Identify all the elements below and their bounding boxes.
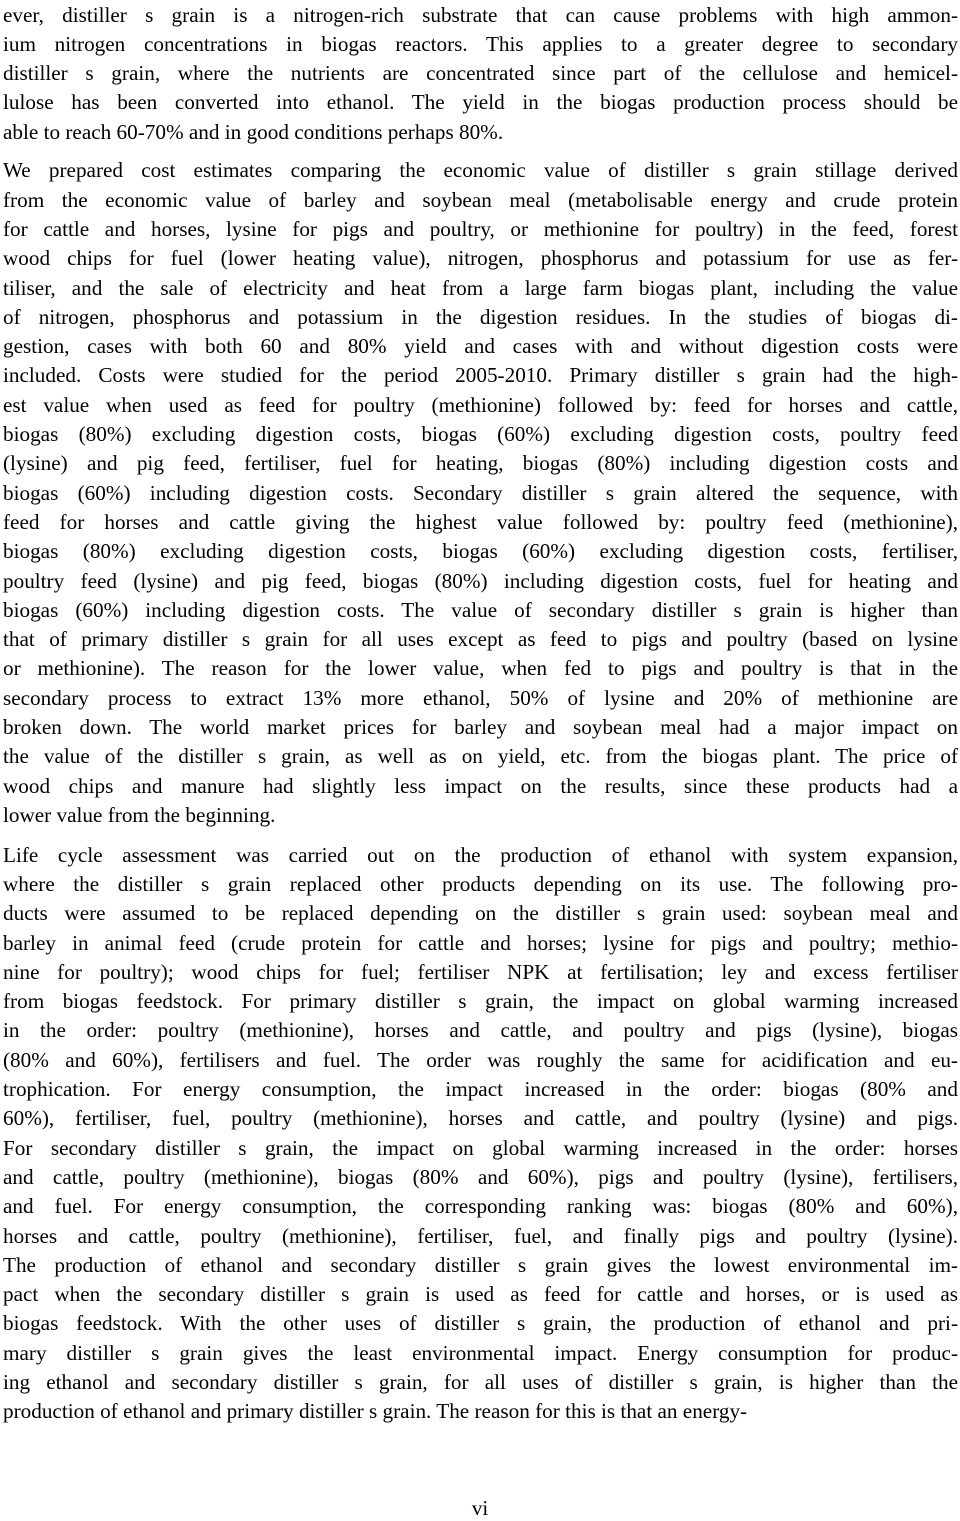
text-line: tiliser, and the sale of electricity and heat from a large farm biogas plant, including the value [3,275,958,300]
text-line: feed for horses and cattle giving the highest value followed by: poultry feed (methionine), [3,509,958,534]
text-line: of nitrogen, phosphorus and potassium in the digestion residues. In the studies of biogas di- [3,304,958,329]
text-line: included. Costs were studied for the period 2005-2010. Primary distiller s grain had the high- [3,363,958,388]
text-line: wood chips and manure had slightly less impact on the results, since these products had a [3,773,958,798]
text-line: horses and cattle, poultry (methionine), fertiliser, fuel, and finally pigs and poultry (lysine). [3,1223,958,1248]
text-line: We prepared cost estimates comparing the economic value of distiller s grain stillage derived [3,158,958,183]
text-line: that of primary distiller s grain for all uses except as feed to pigs and poultry (based on lysine [3,627,958,652]
text-line: poultry feed (lysine) and pig feed, biogas (80%) including digestion costs, fuel for heating and [3,568,958,593]
text-line: biogas (60%) including digestion costs. The value of secondary distiller s grain is higher than [3,597,958,622]
text-line: from the economic value of barley and soybean meal (metabolisable energy and crude protein [3,187,958,212]
text-line: (80% and 60%), fertilisers and fuel. The order was roughly the same for acidification and eu- [3,1047,958,1072]
text-line: pact when the secondary distiller s grain is used as feed for cattle and horses, or is used as [3,1282,958,1307]
text-line: lower value from the beginning. [3,802,276,827]
text-line: mary distiller s grain gives the least environmental impact. Energy consumption for produc- [3,1340,958,1365]
text-line: biogas feedstock. With the other uses of distiller s grain, the production of ethanol and pri- [3,1311,958,1336]
text-line: biogas (60%) including digestion costs. Secondary distiller s grain altered the sequence, with [3,480,958,505]
text-line: and cattle, poultry (methionine), biogas (80% and 60%), pigs and poultry (lysine), fertilisers, [3,1164,958,1189]
text-line: from biogas feedstock. For primary distiller s grain, the impact on global warming increased [3,989,958,1014]
text-line: wood chips for fuel (lower heating value), nitrogen, phosphorus and potassium for use as fer- [3,246,958,271]
text-line: biogas (80%) excluding digestion costs, biogas (60%) excluding digestion costs, fertiliser, [3,539,958,564]
page-number: vi [471,1496,489,1520]
text-line: biogas (80%) excluding digestion costs, biogas (60%) excluding digestion costs, poultry feed [3,422,958,446]
text-line: broken down. The world market prices for barley and soybean meal had a major impact on [3,715,958,739]
text-line: for cattle and horses, lysine for pigs and poultry, or methionine for poultry) in the feed, forest [3,216,958,241]
text-line: 60%), fertiliser, fuel, poultry (methionine), horses and cattle, and poultry (lysine) and pigs. [3,1106,958,1131]
text-line: lulose has been converted into ethanol. The yield in the biogas production process should be [3,90,958,115]
text-line: the value of the distiller s grain, as well as on yield, etc. from the biogas plant. The price of [3,744,958,769]
text-line: For secondary distiller s grain, the impact on global warming increased in the order: horses [3,1135,958,1160]
text-line: ducts were assumed to be replaced depending on the distiller s grain used: soybean meal and [3,901,958,926]
text-line: secondary process to extract 13% more ethanol, 50% of lysine and 20% of methionine are [3,685,958,710]
text-line: where the distiller s grain replaced other products depending on its use. The following pro- [3,871,958,896]
text-line: able to reach 60-70% and in good conditions perhaps 80%. [3,119,504,144]
text-line: Life cycle assessment was carried out on the production of ethanol with system expansion, [3,842,958,867]
text-line: nine for poultry); wood chips for fuel; fertiliser NPK at fertilisation; ley and excess fertiliser [3,959,958,984]
text-line: barley in animal feed (crude protein for cattle and horses; lysine for pigs and poultry; methio- [3,930,958,955]
text-line: distiller s grain, where the nutrients are concentrated since part of the cellulose and hemicel- [3,61,958,86]
text-line: production of ethanol and primary distiller s grain. The reason for this is that an energy- [3,1399,748,1424]
text-line: in the order: poultry (methionine), horses and cattle, and poultry and pigs (lysine), biogas [3,1018,958,1043]
text-line: ing ethanol and secondary distiller s grain, for all uses of distiller s grain, is higher than the [3,1370,958,1394]
text-line: est value when used as feed for poultry (methionine) followed by: feed for horses and cattle, [3,392,958,417]
text-line: The production of ethanol and secondary distiller s grain gives the lowest environmental im- [3,1252,958,1277]
text-line: (lysine) and pig feed, fertiliser, fuel for heating, biogas (80%) including digestion costs and [3,451,958,476]
text-line: or methionine). The reason for the lower value, when fed to pigs and poultry is that in the [3,656,958,681]
text-line: and fuel. For energy consumption, the corresponding ranking was: biogas (80% and 60%), [3,1194,958,1219]
text-line: trophication. For energy consumption, the impact increased in the order: biogas (80% and [3,1077,958,1101]
text-line: ium nitrogen concentrations in biogas reactors. This applies to a greater degree to secondary [3,31,958,56]
text-line: ever, distiller s grain is a nitrogen-rich substrate that can cause problems with high ammon- [3,2,958,27]
text-line: gestion, cases with both 60 and 80% yield and cases with and without digestion costs were [3,334,958,359]
